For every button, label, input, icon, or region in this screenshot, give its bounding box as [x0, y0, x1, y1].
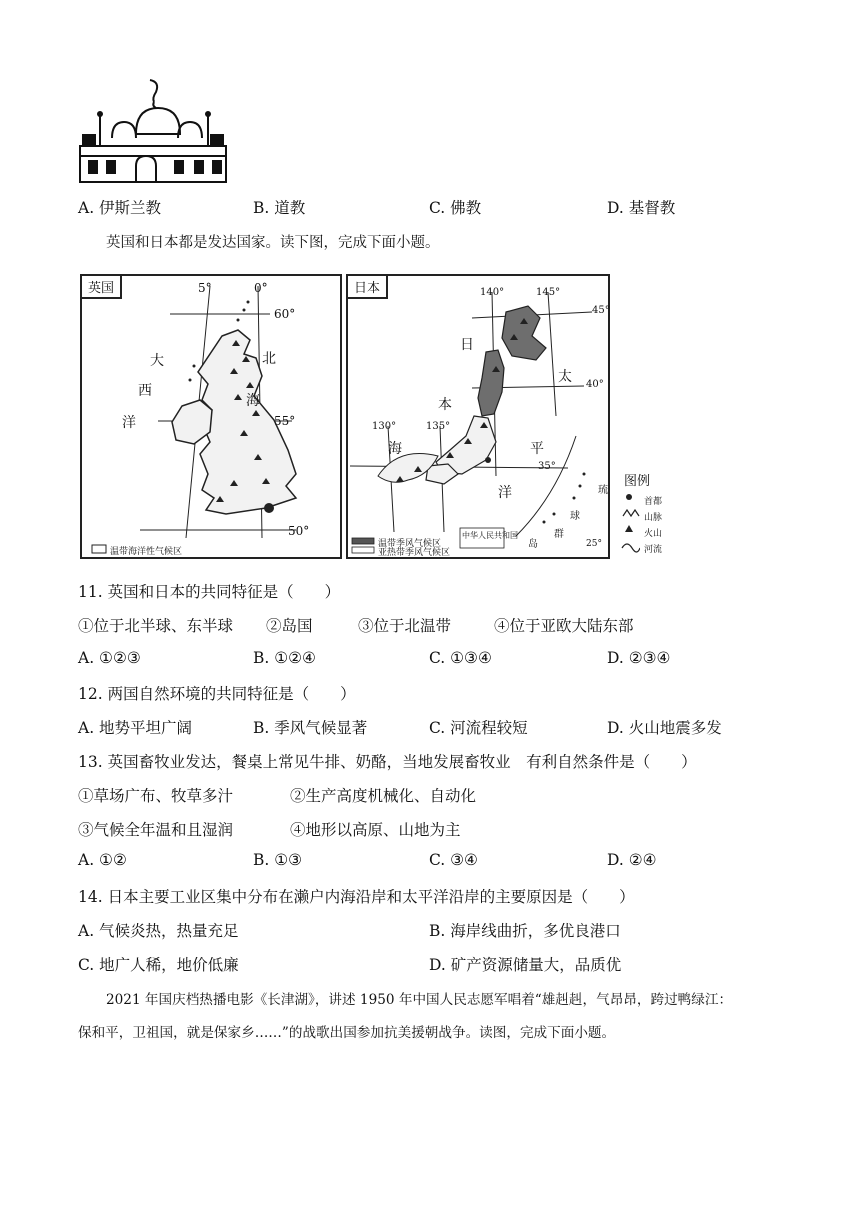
q14-option-a: A. 气候炎热，热量充足 — [78, 922, 239, 940]
legend-capital: 首都 — [644, 497, 663, 507]
q13-stem: 13. 英国畜牧业发达，餐桌上常见牛排、奶酪，当地发展畜牧业 有利自然条件是（ ） — [78, 753, 697, 771]
q13-option-b: B. ①③ — [253, 851, 303, 869]
uk-lon-5: 5° — [198, 281, 212, 295]
q11-statement-1: ①位于北半球、东半球 — [78, 617, 234, 635]
intro-changjin-line2: 保和平，卫祖国，就是保家乡……”的战歌出国参加抗美援朝战争。读图，完成下面小题。 — [78, 1025, 616, 1041]
uk-label-yang: 洋 — [122, 415, 136, 431]
q13-statement-3: ③气候全年温和且湿润 — [78, 821, 234, 839]
q11-option-b: B. ①②④ — [253, 649, 316, 667]
uk-lat-50: 50° — [288, 524, 310, 538]
q11-option-a: A. ①②③ — [78, 649, 141, 667]
uk-map — [80, 274, 342, 559]
q14-option-b: B. 海岸线曲折，多优良港口 — [429, 922, 621, 940]
japan-map — [346, 274, 610, 559]
q12-option-b: B. 季风气候显著 — [253, 719, 368, 737]
legend-river: 河流 — [644, 545, 663, 555]
q12-stem: 12. 两国自然环境的共同特征是（ ） — [78, 685, 356, 703]
mosque-illustration — [78, 76, 228, 184]
q10-option-d: D. 基督教 — [607, 199, 676, 217]
uk-map-title: 英国 — [82, 276, 122, 299]
q14-stem: 14. 日本主要工业区集中分布在濑户内海沿岸和太平洋沿岸的主要原因是（ ） — [78, 888, 635, 906]
jp-lon-135: 135° — [426, 421, 451, 432]
jp-label-ben: 本 — [438, 397, 452, 413]
q13-option-c: C. ③④ — [429, 851, 478, 869]
intro-uk-japan: 英国和日本都是发达国家。读下图，完成下面小题。 — [106, 235, 440, 251]
legend-mountain: 山脉 — [644, 513, 663, 523]
uk-lat-60: 60° — [274, 307, 296, 321]
jp-lon-130: 130° — [372, 421, 397, 432]
jp-label-hai: 海 — [388, 441, 402, 457]
q10-option-a: A. 伊斯兰教 — [78, 199, 162, 217]
jp-lon-140: 140° — [480, 287, 505, 298]
q13-option-a: A. ①② — [78, 851, 127, 869]
q11-statement-2: ②岛国 — [266, 617, 313, 635]
q14-option-d: D. 矿产资源储量大，品质优 — [429, 956, 622, 974]
uk-legend: 温带海洋性气候区 — [110, 547, 183, 557]
intro-changjin-line1: 2021 年国庆档热播电影《长津湖》，讲述 1950 年中国人民志愿军唱着“雄赳赳，气昂昂，跨过鸭绿江： — [106, 992, 733, 1008]
q13-statement-2: ②生产高度机械化、自动化 — [290, 787, 477, 805]
legend-volcano: 火山 — [644, 529, 663, 539]
q11-stem: 11. 英国和日本的共同特征是（ ） — [78, 583, 341, 601]
legend-symbols — [620, 492, 640, 558]
jp-inset-label: 中华人民共和国 — [462, 531, 518, 540]
jp-label-ri: 日 — [460, 337, 474, 353]
jp-lat-40: 40° — [586, 379, 604, 390]
jp-label-tai: 太 — [558, 369, 572, 385]
q13-statement-1: ①草场广布、牧草多汁 — [78, 787, 234, 805]
q10-option-b: B. 道教 — [253, 199, 306, 217]
q14-option-c: C. 地广人稀，地价低廉 — [78, 956, 239, 974]
jp-label-ping: 平 — [530, 441, 544, 457]
q12-option-c: C. 河流程较短 — [429, 719, 528, 737]
jp-label-yang: 洋 — [498, 485, 512, 501]
jp-ocean-qun: 群 — [554, 529, 564, 540]
legend-title: 图例 — [624, 474, 651, 489]
uk-map-drawing — [82, 276, 340, 557]
map-legend — [620, 470, 684, 560]
uk-label-xi: 西 — [138, 383, 152, 399]
jp-lat-45: 45° — [592, 305, 610, 316]
uk-lat-55: 55° — [274, 414, 296, 428]
q12-option-d: D. 火山地震多发 — [607, 719, 722, 737]
uk-label-da: 大 — [150, 353, 164, 369]
jp-ocean-qiu: 球 — [570, 511, 580, 522]
jp-lon-145: 145° — [536, 287, 561, 298]
japan-map-title: 日本 — [348, 276, 388, 299]
uk-label-hai: 海 — [246, 393, 260, 409]
q11-option-d: D. ②③④ — [607, 649, 671, 667]
jp-legend-temperate: 温带季风气候区 — [378, 539, 442, 549]
jp-legend-subtropical: 亚热带季风气候区 — [378, 548, 451, 558]
jp-lat-35: 35° — [538, 461, 556, 472]
jp-ocean-liu: 琉 — [598, 485, 608, 496]
q11-statement-4: ④位于亚欧大陆东部 — [494, 617, 634, 635]
japan-map-drawing — [348, 276, 608, 557]
uk-label-bei: 北 — [262, 351, 276, 367]
q13-statement-4: ④地形以高原、山地为主 — [290, 821, 461, 839]
jp-lat-25: 25° — [586, 539, 602, 549]
q12-option-a: A. 地势平坦广阔 — [78, 719, 193, 737]
q11-option-c: C. ①③④ — [429, 649, 492, 667]
q13-option-d: D. ②④ — [607, 851, 657, 869]
uk-lon-0: 0° — [254, 281, 268, 295]
q10-option-c: C. 佛教 — [429, 199, 482, 217]
jp-ocean-dao: 岛 — [528, 539, 538, 550]
q11-statement-3: ③位于北温带 — [358, 617, 452, 635]
